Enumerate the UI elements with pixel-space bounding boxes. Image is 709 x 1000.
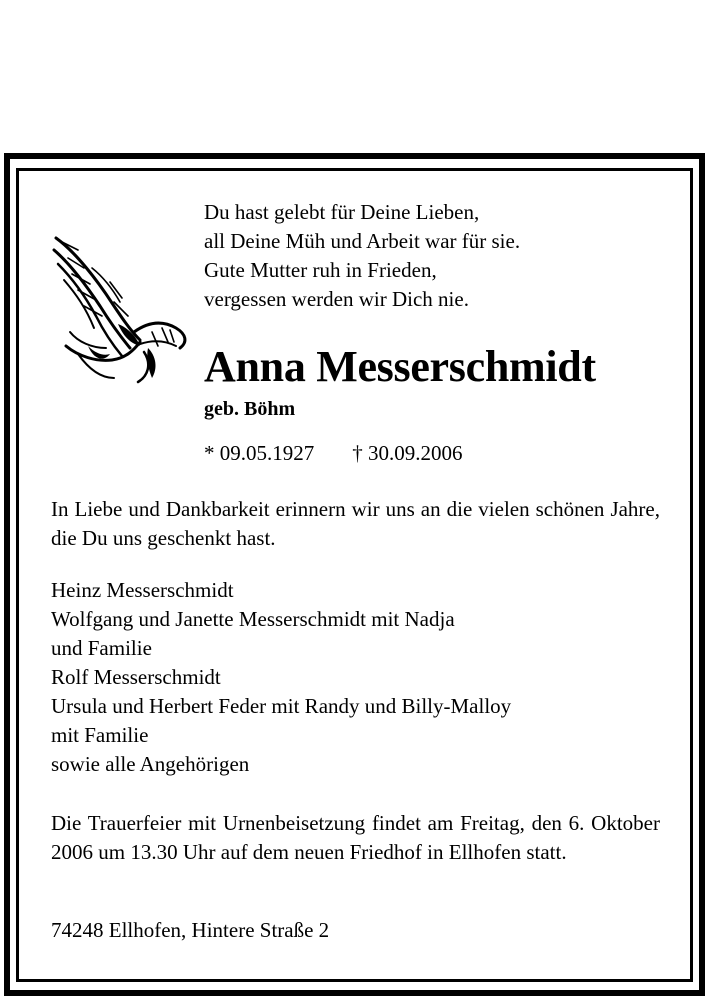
mourner-line: Heinz Messerschmidt	[51, 578, 234, 602]
verse-line: Du hast gelebt für Deine Lieben,	[204, 200, 480, 224]
life-dates	[204, 439, 463, 467]
intro-text: In Liebe und Dankbarkeit erinnern wir uns an die vielen schönen Jahre, die Du uns geschenkt hast.	[51, 497, 660, 550]
mourners-list	[51, 576, 660, 779]
death-date: † 30.09.2006	[352, 441, 463, 465]
birth-date: * 09.05.1927	[204, 441, 315, 465]
mourner-line: und Familie	[51, 636, 152, 660]
maiden-name: geb. Böhm	[204, 398, 296, 420]
address: 74248 Ellhofen, Hintere Straße 2	[51, 918, 330, 942]
verse-line: Gute Mutter ruh in Frieden,	[204, 258, 437, 282]
praying-hands-icon	[48, 228, 194, 388]
mourner-line: Wolfgang und Janette Messerschmidt mit Nadja	[51, 607, 455, 631]
mourner-line: Ursula und Herbert Feder mit Randy und Billy-Malloy	[51, 694, 512, 718]
mourner-line: sowie alle Angehörigen	[51, 752, 250, 776]
mourner-line: mit Familie	[51, 723, 149, 747]
mourner-line: Rolf Messerschmidt	[51, 665, 221, 689]
ceremony-text: Die Trauerfeier mit Urnenbeisetzung findet am Freitag, den 6. Oktober 2006 um 13.30 Uhr auf dem neuen Friedhof in Ellhofen statt.	[51, 811, 660, 864]
verse	[204, 198, 520, 314]
verse-line: vergessen werden wir Dich nie.	[204, 287, 469, 311]
verse-line: all Deine Müh und Arbeit war für sie.	[204, 229, 521, 253]
deceased-name: Anna Messerschmidt	[204, 342, 596, 391]
